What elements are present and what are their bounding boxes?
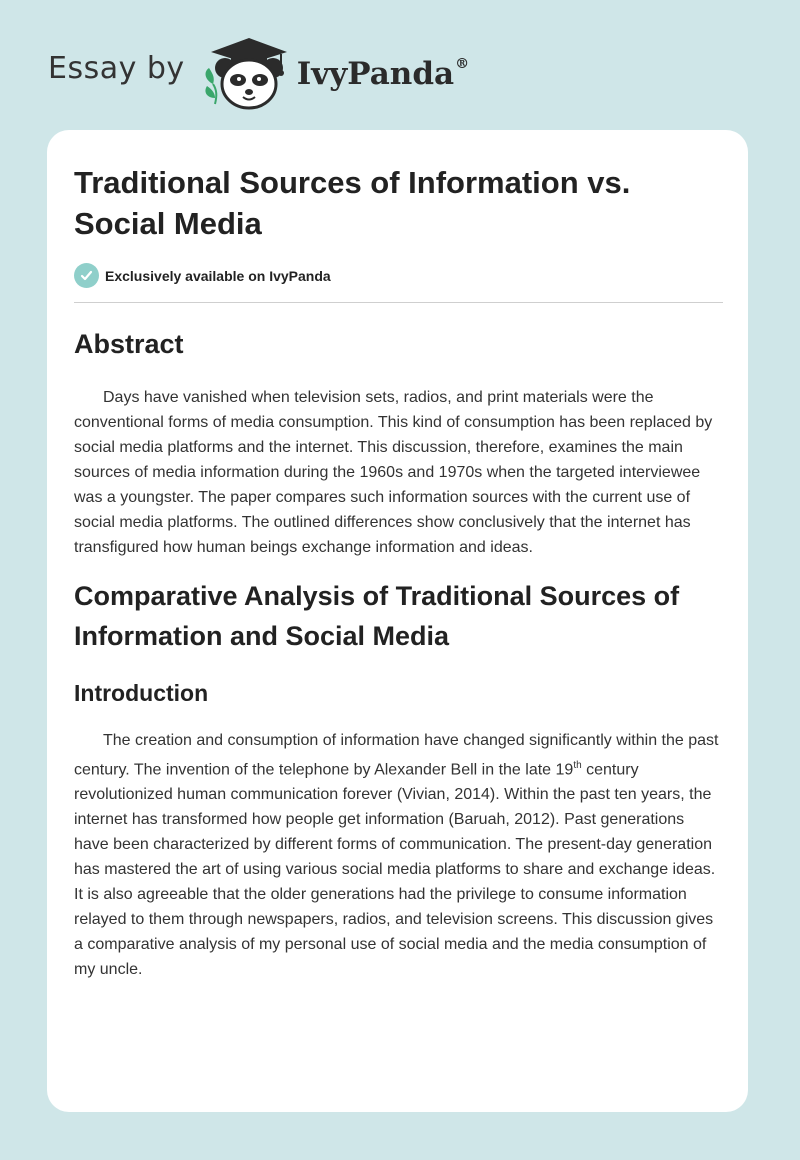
exclusive-badge bbox=[74, 263, 331, 288]
check-circle-icon bbox=[74, 263, 99, 288]
introduction-heading: Introduction bbox=[74, 680, 209, 706]
essay-title: Traditional Sources of Information vs. Social Media bbox=[74, 165, 631, 241]
essay-card bbox=[47, 130, 748, 1112]
site-header bbox=[48, 34, 469, 110]
essay-by-label: Essay by bbox=[48, 50, 185, 86]
registered-mark: ® bbox=[455, 56, 470, 72]
brand-name[interactable]: IvyPanda® bbox=[296, 56, 470, 92]
panda-graduate-logo-icon[interactable] bbox=[201, 34, 291, 110]
exclusive-badge-text: Exclusively available on IvyPanda bbox=[105, 267, 331, 284]
abstract-paragraph: Days have vanished when television sets, radios, and print materials were the conventional forms of media consumption. This kind of consumption has been replaced by social media platforms and the internet. This discussion, therefore, examines the main sources of media information during the 1960s and 1970s when the targeted interviewee was a youngster. The paper compares such information sources with the current use of social media platforms. The outlined differences show conclusively that the internet has transfigured how human beings exchange information and ideas. bbox=[74, 389, 713, 556]
superscript-th: th bbox=[573, 760, 582, 771]
abstract-heading: Abstract bbox=[74, 329, 184, 359]
comparative-analysis-heading: Comparative Analysis of Traditional Sources of Information and Social Media bbox=[74, 581, 680, 651]
introduction-paragraph: The creation and consumption of information have changed significantly within the past century. The invention of the telephone by Alexander Bell in the late 19th century revolutionized human communication forever (Vivian, 2014). Within the past ten years, the internet has transformed how people get information (Baruah, 2012). Past generations have been characterized by different forms of communication. The present-day generation has mastered the art of using various social media platforms to share and exchange ideas. It is also agreeable that the older generations had the privilege to consume information relayed to them through newspapers, radios, and television screens. This discussion gives a comparative analysis of my personal use of social media and the media consumption of my uncle. bbox=[74, 732, 719, 979]
title-divider bbox=[74, 302, 723, 303]
